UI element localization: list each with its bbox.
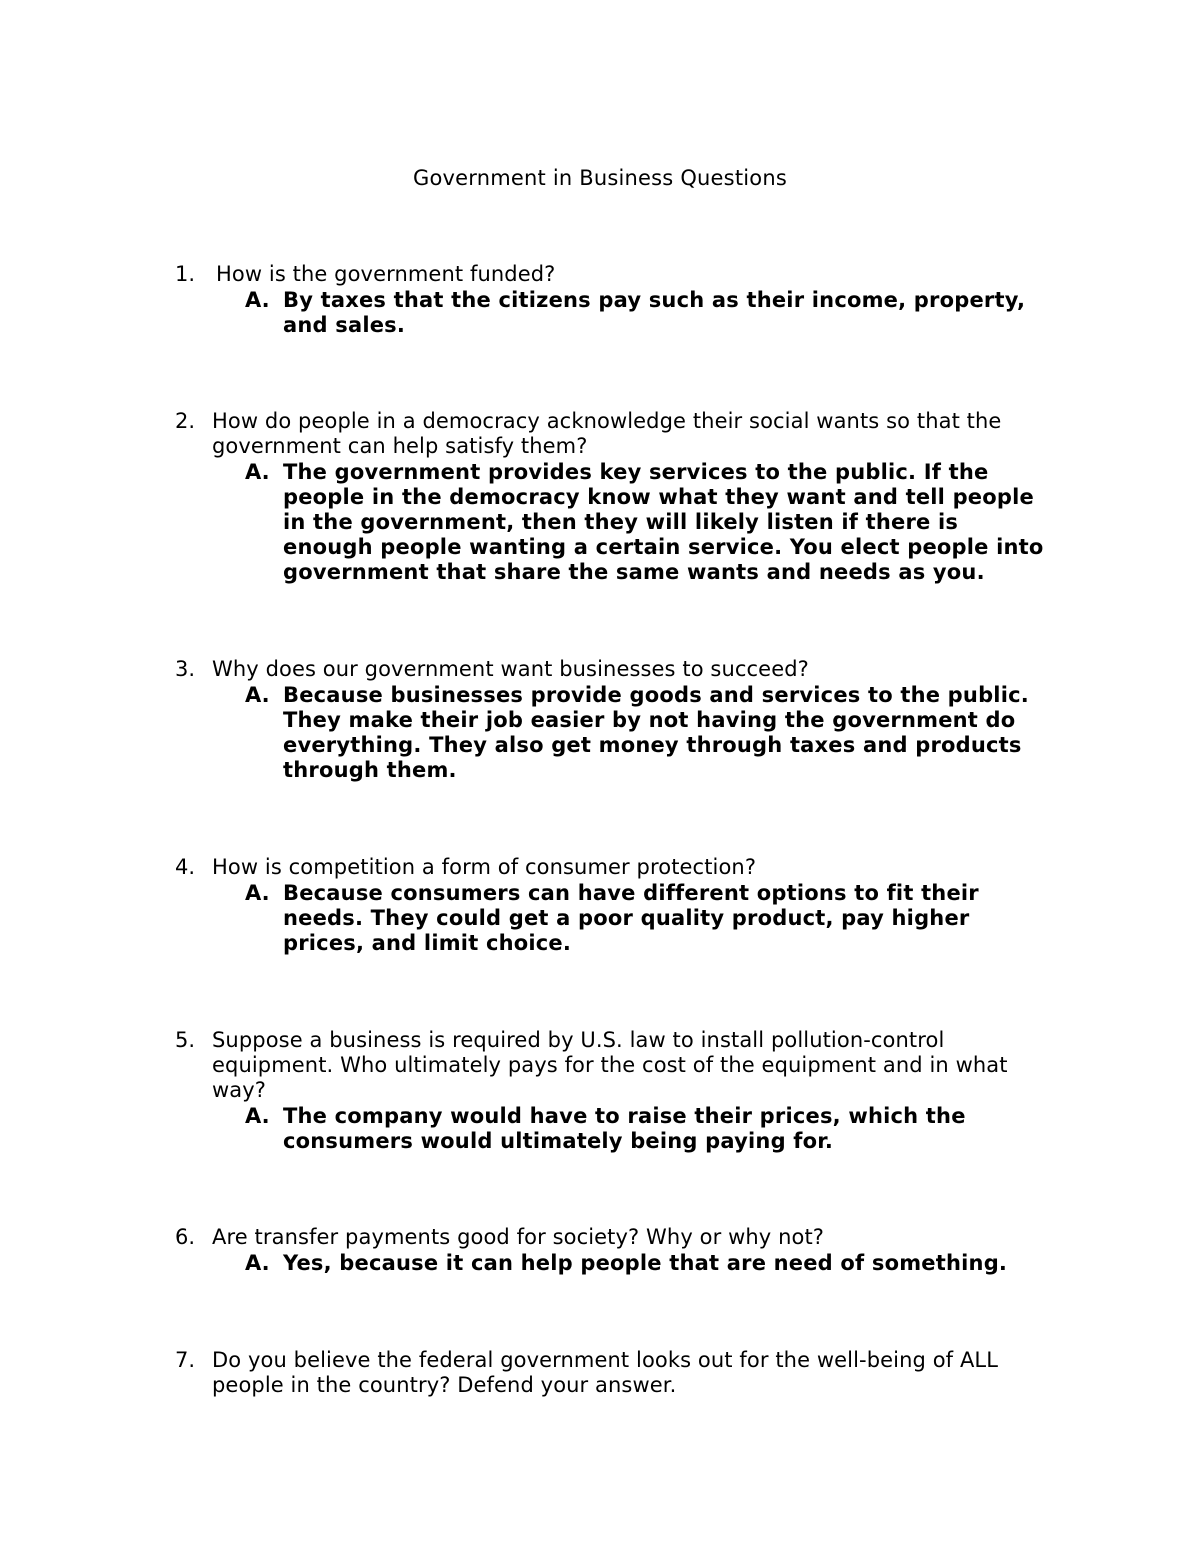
question-line: people in the country? Defend your answer.	[212, 1373, 677, 1397]
answer-label: A.	[245, 288, 270, 312]
question-line: way?	[212, 1078, 267, 1102]
answer-line: enough people wanting a certain service. You elect people into	[283, 535, 1044, 559]
answer-line: Because consumers can have different options to fit their	[283, 881, 979, 905]
answer-line: in the government, then they will likely listen if there is	[283, 510, 959, 534]
answer-line: Yes, because it can help people that are need of something.	[283, 1251, 1008, 1275]
answer-line: everything. They also get money through taxes and products	[283, 733, 1022, 757]
answer-line: Because businesses provide goods and services to the public.	[283, 683, 1029, 707]
answer-line: By taxes that the citizens pay such as their income, property,	[283, 288, 1026, 312]
question-line: equipment. Who ultimately pays for the cost of the equipment and in what	[212, 1053, 1008, 1077]
question-number: 2.	[175, 409, 196, 433]
answer-line: consumers would ultimately being paying for.	[283, 1129, 834, 1153]
question-text	[212, 1225, 1062, 1250]
answer-line: people in the democracy know what they want and tell people	[283, 485, 1034, 509]
answer-line: The government provides key services to the public. If the	[283, 460, 989, 484]
question-line: Do you believe the federal government looks out for the well-being of ALL	[212, 1348, 999, 1372]
question-line: How is the government funded?	[216, 262, 556, 286]
question-text	[212, 855, 1062, 880]
question-line: Suppose a business is required by U.S. law to install pollution-control	[212, 1028, 945, 1052]
question-number: 7.	[175, 1348, 196, 1372]
question-line: government can help satisfy them?	[212, 434, 588, 458]
question-text	[212, 1028, 1062, 1103]
answer-label: A.	[245, 881, 270, 905]
question-text	[212, 657, 1062, 682]
question-line: How is competition a form of consumer protection?	[212, 855, 757, 879]
question-number: 4.	[175, 855, 196, 879]
question-text	[216, 262, 1066, 287]
answer-text	[283, 460, 1073, 585]
answer-line: and sales.	[283, 313, 406, 337]
answer-text	[283, 683, 1073, 783]
question-text	[212, 1348, 1062, 1398]
answer-label: A.	[245, 683, 270, 707]
question-number: 1.	[175, 262, 196, 286]
question-number: 3.	[175, 657, 196, 681]
answer-text	[283, 1104, 1073, 1154]
answer-text	[283, 1251, 1073, 1276]
answer-line: through them.	[283, 758, 457, 782]
answer-text	[283, 288, 1073, 338]
answer-line: They make their job easier by not having the government do	[283, 708, 1016, 732]
question-number: 5.	[175, 1028, 196, 1052]
question-line: Are transfer payments good for society? Why or why not?	[212, 1225, 825, 1249]
answer-line: needs. They could get a poor quality product, pay higher	[283, 906, 970, 930]
answer-line: The company would have to raise their prices, which the	[283, 1104, 966, 1128]
answer-label: A.	[245, 1251, 270, 1275]
question-line: Why does our government want businesses to succeed?	[212, 657, 809, 681]
question-line: How do people in a democracy acknowledge their social wants so that the	[212, 409, 1002, 433]
question-text	[212, 409, 1062, 459]
answer-text	[283, 881, 1073, 956]
answer-line: prices, and limit choice.	[283, 931, 572, 955]
answer-line: government that share the same wants and needs as you.	[283, 560, 985, 584]
document-title: Government in Business Questions	[412, 166, 787, 190]
answer-label: A.	[245, 460, 270, 484]
question-number: 6.	[175, 1225, 196, 1249]
answer-label: A.	[245, 1104, 270, 1128]
